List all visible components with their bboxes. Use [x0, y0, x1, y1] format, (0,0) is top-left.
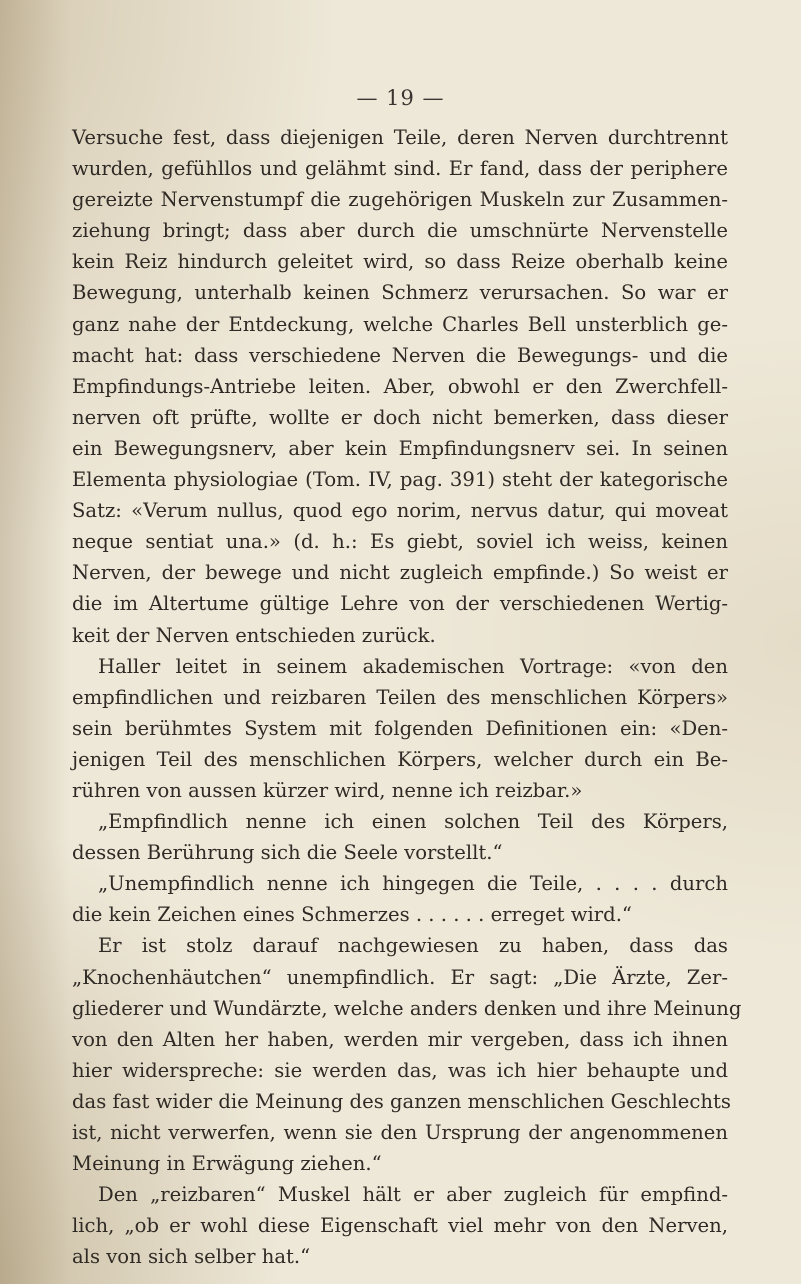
text-line: „Knochenhäutchen“ unempfindlich. Er sagt: „Die Ärzte, Zer-	[72, 965, 728, 989]
text-line: macht hat: dass verschiedene Nerven die Bewegungs- und die	[72, 343, 728, 367]
text-line: ein Bewegungsnerv, aber kein Empfindungsnerv sei. In seinen	[72, 436, 728, 460]
text-line: Empfindungs-Antriebe leiten. Aber, obwohl er den Zwerchfell-	[72, 374, 728, 398]
text-line: Bewegung, unterhalb keinen Schmerz verursachen. So war er	[72, 281, 728, 305]
text-line: Nerven, der bewege und nicht zugleich empfinde.) So weist er	[72, 561, 728, 585]
text-line: keit der Nerven entschieden zurück.	[72, 623, 436, 647]
text-line: kein Reiz hindurch geleitet wird, so dass Reize oberhalb keine	[72, 250, 728, 274]
text-line: gereizte Nervenstumpf die zugehörigen Muskeln zur Zusammen-	[72, 188, 728, 212]
text-line: hier widerspreche: sie werden das, was ich hier behaupte und	[72, 1058, 728, 1082]
text-line: ist, nicht verwerfen, wenn sie den Ursprung der angenommenen	[72, 1121, 728, 1144]
text-line: Elementa physiologiae (Tom. IV, pag. 391) steht der kategorische	[72, 468, 728, 492]
text-line: dessen Berührung sich die Seele vorstellt.“	[72, 841, 503, 865]
text-line: Den „reizbaren“ Muskel hält er aber zugleich für empfind-	[98, 1183, 728, 1207]
text-line: die im Altertume gültige Lehre von der verschiedenen Wertig-	[72, 592, 728, 616]
text-line: lich, „ob er wohl diese Eigenschaft viel mehr von den Nerven,	[72, 1214, 728, 1238]
text-line: von den Alten her haben, werden mir vergeben, dass ich ihnen	[72, 1027, 728, 1051]
text-line: ganz nahe der Entdeckung, welche Charles Bell unsterblich ge-	[72, 312, 728, 336]
text-line: empfindlichen und reizbaren Teilen des menschlichen Körpers»	[72, 685, 728, 709]
text-line: rühren von aussen kürzer wird, nenne ich reizbar.»	[72, 778, 583, 802]
text-line: gliederer und Wundärzte, welche anders denken und ihre Meinung	[72, 996, 742, 1020]
text-line: die kein Zeichen eines Schmerzes . . . . . . erreget wird.“	[72, 903, 632, 927]
text-line: Satz: «Verum nullus, quod ego norim, nervus datur, qui moveat	[72, 499, 728, 523]
text-line: ziehung bringt; dass aber durch die umschnürte Nervenstelle	[72, 219, 728, 243]
text-line: sein berühmtes System mit folgenden Definitionen ein: «Den-	[72, 716, 728, 740]
text-line: nerven oft prüfte, wollte er doch nicht bemerken, dass dieser	[72, 405, 728, 429]
text-line: wurden, gefühllos und gelähmt sind. Er fand, dass der periphere	[72, 157, 728, 181]
page-number: — 19 —	[356, 86, 445, 110]
text-line: „Unempfindlich nenne ich hingegen die Teile, . . . . durch	[98, 872, 728, 896]
text-line: „Empfindlich nenne ich einen solchen Teil des Körpers,	[98, 810, 728, 834]
text-line: Meinung in Erwägung ziehen.“	[72, 1152, 382, 1176]
text-line: das fast wider die Meinung des ganzen menschlichen Geschlechts	[72, 1089, 731, 1113]
text-line: neque sentiat una.» (d. h.: Es giebt, soviel ich weiss, keinen	[72, 530, 728, 554]
text-line: Haller leitet in seinem akademischen Vortrage: «von den	[98, 654, 728, 678]
text-line: als von sich selber hat.“	[72, 1245, 311, 1269]
page-edge-shading	[0, 0, 70, 1284]
text-line: Versuche fest, dass diejenigen Teile, deren Nerven durchtrennt	[72, 126, 728, 149]
body-text	[72, 122, 742, 1272]
text-line: Er ist stolz darauf nachgewiesen zu haben, dass das	[98, 934, 728, 958]
text-line: jenigen Teil des menschlichen Körpers, welcher durch ein Be-	[72, 747, 728, 771]
